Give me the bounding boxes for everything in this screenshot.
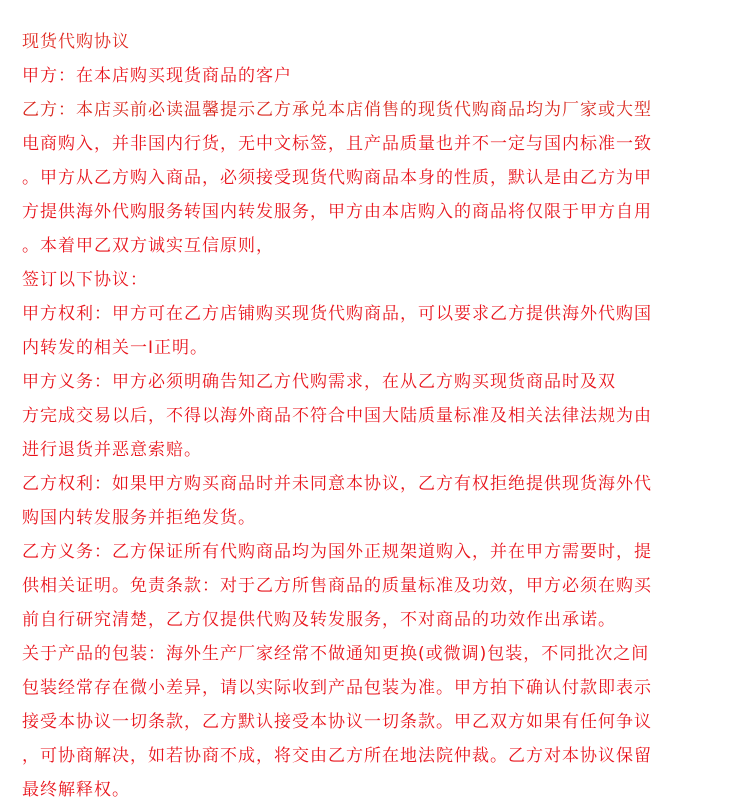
agreement-document [22, 28, 730, 810]
party-b-paragraph-line-4: 方提供海外代购服务转国内转发服务，甲方由本店购入的商品将仅限于甲方自用 [22, 202, 652, 222]
packaging-clause-line-1: 关于产品的包装：海外生产厂家经常不做通知更换(或微调)包装，不同批次之间 [22, 644, 650, 664]
party-a-obligations-line-1: 甲方义务：甲方必须明确告知乙方代购需求，在从乙方购买现货商品时及双 [22, 372, 616, 392]
party-a-obligations-line-2: 方完成交易以后，不得以海外商品不符合中国大陆质量标准及相关法律法规为由 [22, 406, 652, 426]
party-b-obligations-line-2: 供相关证明。免责条款：对于乙方所售商品的质量标准及功效，甲方必须在购买 [22, 576, 652, 596]
party-b-paragraph-line-5: 。本着甲乙双方诚实互信原则， [22, 236, 274, 256]
agreement-intro: 签订以下协议： [22, 270, 148, 290]
party-b-paragraph-line-2: 电商购入，并非国内行货，无中文标签，且产品质量也并不一定与国内标准一致 [22, 134, 652, 154]
document-title: 现货代购协议 [22, 32, 130, 52]
party-b-rights-line-2: 购国内转发服务并拒绝发货。 [22, 508, 256, 528]
party-a-obligations-line-3: 进行退货并恶意索赔。 [22, 440, 202, 460]
party-a-rights-line-1: 甲方权利：甲方可在乙方店铺购买现货代购商品，可以要求乙方提供海外代购国 [22, 304, 652, 324]
party-b-paragraph-line-3: 。甲方从乙方购入商品，必须接受现货代购商品本身的性质，默认是由乙方为甲 [22, 168, 652, 188]
packaging-clause-line-5: 最终解释权。 [22, 780, 130, 800]
party-b-paragraph-line-1: 乙方：本店买前必读温馨提示乙方承兑本店俏售的现货代购商品均为厂家或大型 [22, 100, 652, 120]
packaging-clause-line-3: 接受本协议一切条款，乙方默认接受本协议一切条款。甲乙双方如果有任何争议 [22, 712, 652, 732]
party-a-definition: 甲方：在本店购买现货商品的客户 [22, 66, 292, 86]
party-b-rights-line-1: 乙方权利：如果甲方购买商品时并未同意本协议，乙方有权拒绝提供现货海外代 [22, 474, 652, 494]
packaging-clause-line-4: ，可协商解决，如若协商不成，将交由乙方所在地法院仲裁。乙方对本协议保留 [22, 746, 652, 766]
party-a-rights-line-2: 内转发的相关一I正明。 [22, 338, 209, 358]
party-b-obligations-line-3: 前自行研究清楚，乙方仅提供代购及转发服务，不对商品的功效作出承诺。 [22, 610, 616, 630]
packaging-clause-line-2: 包装经常存在微小差异，请以实际收到产品包装为准。甲方拍下确认付款即表示 [22, 678, 652, 698]
party-b-obligations-line-1: 乙方义务：乙方保证所有代购商品均为国外正规架道购入，并在甲方需要时，提 [22, 542, 652, 562]
